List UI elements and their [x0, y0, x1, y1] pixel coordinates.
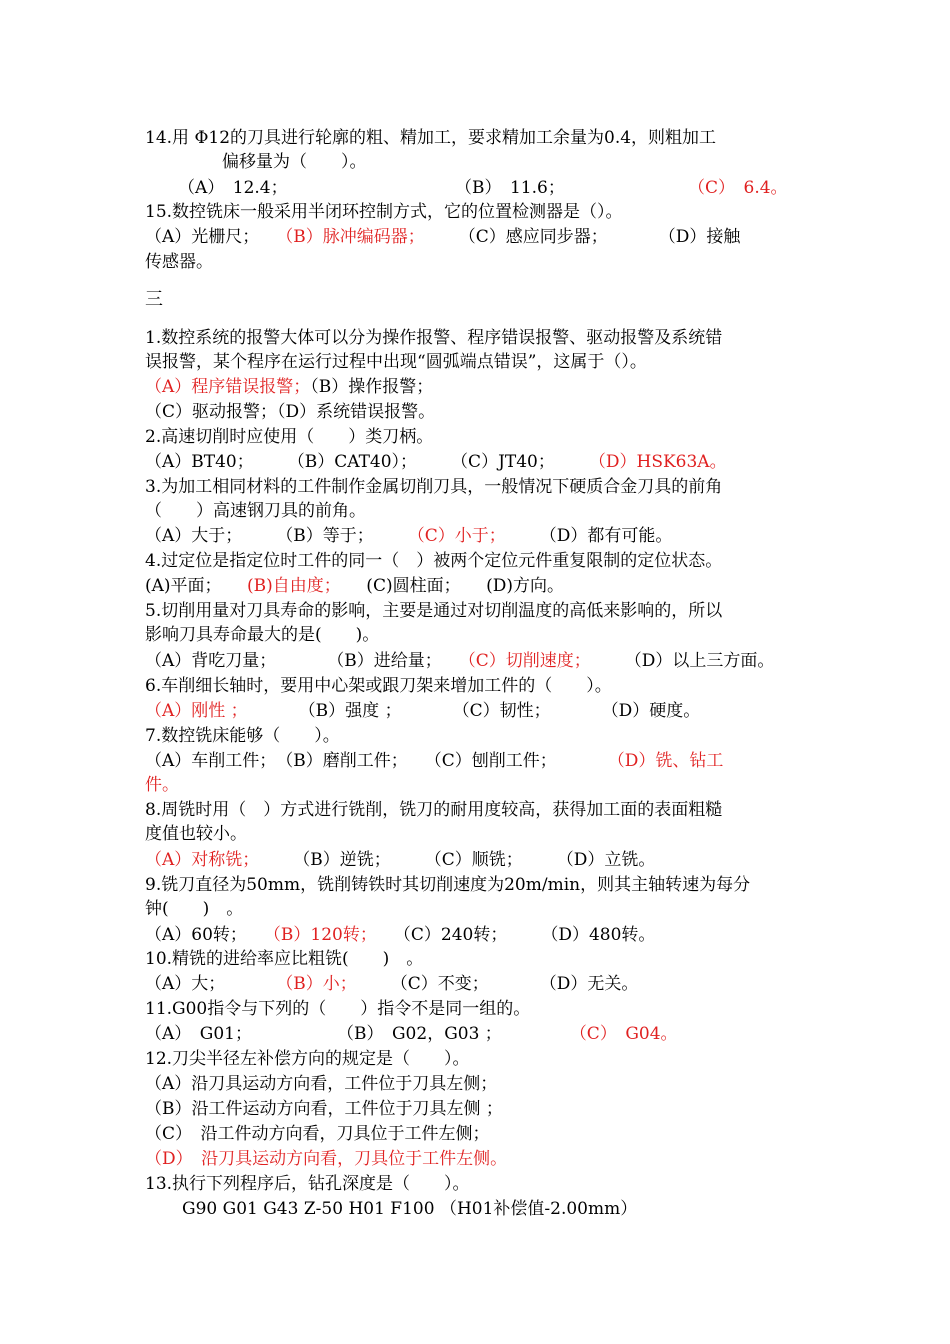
question-text: 10.精铣的进给率应比粗铣( ) 。 [145, 949, 424, 969]
question-text: 钟( ) 。 [145, 899, 244, 919]
text-line-q9-o [145, 923, 655, 947]
answer-text: （C）切削速度； [467, 651, 583, 671]
question-text: （A）车削工件； （B）磨削工件； （C）刨削工件； [145, 751, 617, 771]
question-text: （D）都有可能。 [497, 526, 673, 546]
text-line-q6 [145, 674, 612, 698]
text-line-q11 [145, 997, 530, 1021]
text-line-q12-o1 [145, 1072, 497, 1096]
answer-text: （D）铣、钻工 [616, 751, 724, 771]
text-line-q9-b [145, 897, 243, 921]
text-line-section [145, 288, 163, 312]
question-text: 7.数控铣床能够（ ）。 [145, 726, 340, 746]
text-line-q14-o1 [178, 176, 288, 200]
question-text: （C）感应同步器； （D）接触 [416, 227, 741, 247]
question-text: 8.周铣时用（ ）方式进行铣削，铣刀的耐用度较高，获得加工面的表面粗糙 [145, 800, 723, 820]
question-text: （C）240转； （D）480转。 [368, 925, 656, 945]
text-line-q15-o [145, 225, 740, 249]
question-text: 5.切削用量对刀具寿命的影响，主要是通过对切削温度的高低来影响的，所以 [145, 601, 723, 621]
question-text: （A）背吃刀量； （B）进给量； [145, 651, 468, 671]
text-line-q5-b [145, 623, 379, 647]
text-line-q8-b [145, 822, 247, 846]
question-text: 4.过定位是指定位时工件的同一（ ）被两个定位元件重复限制的定位状态。 [145, 551, 723, 571]
answer-text: （D）HSK63A。 [597, 452, 727, 472]
question-text: （B）逆铣； （C）顺铣； （D）立铣。 [250, 850, 656, 870]
answer-text: (B)自由度； [247, 576, 333, 596]
text-line-q4-o [145, 574, 564, 598]
text-line-q12 [145, 1047, 470, 1071]
text-line-q12-o4 [145, 1147, 507, 1171]
text-line-q15-o2 [145, 250, 213, 274]
question-text: （A）60转； [145, 925, 273, 945]
text-line-q9-a [145, 873, 750, 897]
text-line-q10 [145, 947, 423, 971]
text-line-q14-b [222, 150, 367, 174]
answer-text: （A）刚性 ； [145, 701, 240, 721]
question-text: 度值也较小。 [145, 824, 247, 844]
text-line-q1-a [145, 326, 722, 350]
question-text: （B）操作报警； [310, 377, 434, 397]
answer-text: （C） G04。 [578, 1024, 678, 1044]
question-text: 11.G00指令与下列的（ ）指令不是同一组的。 [145, 999, 531, 1019]
question-text: （A）大； [145, 974, 285, 994]
answer-text: （C） 6.4。 [688, 178, 788, 198]
text-line-q2 [145, 425, 433, 449]
text-line-q3-a [145, 475, 722, 499]
question-text: 传感器。 [145, 252, 213, 272]
question-text: （B）沿工件运动方向看，工件位于刀具左侧 ； [145, 1099, 503, 1119]
question-text: 1.数控系统的报警大体可以分为操作报警、程序错误报警、驱动报警及系统错 [145, 328, 723, 348]
question-text: (A)平面； [145, 576, 248, 596]
question-text: （B）强度 ； （C）韧性； （D）硬度。 [239, 701, 701, 721]
question-text: （D）以上三方面。 [582, 651, 775, 671]
text-line-q10-o [145, 972, 638, 996]
text-line-q2-o [145, 450, 727, 474]
question-text: （A） G01； （B） G02，G03 ； [145, 1024, 579, 1044]
question-text: 9.铣刀直径为50mm，铣削铸铁时其切削速度为20m/min，则其主轴转速为每分 [145, 875, 751, 895]
question-text: 影响刀具寿命最大的是( )。 [145, 625, 380, 645]
question-text: 6.车削细长轴时，要用中心架或跟刀架来增加工件的（ ）。 [145, 676, 612, 696]
text-line-q13 [145, 1172, 470, 1196]
text-line-q13-code [182, 1197, 637, 1221]
question-text: 三 [145, 289, 163, 310]
question-text: 误报警，某个程序在运行过程中出现“圆弧端点错误”，这属于（）。 [145, 352, 647, 372]
text-line-q1-b [145, 350, 647, 374]
answer-text: 件。 [145, 775, 179, 795]
text-line-q7-o2 [145, 773, 179, 797]
question-text: （ ）高速钢刀具的前角。 [145, 501, 366, 521]
text-line-q5-a [145, 599, 722, 623]
answer-text: （B）脉冲编码器； [284, 227, 417, 247]
question-text: （A） 12.4； [178, 178, 288, 198]
question-text: （A）大于； （B）等于； [145, 526, 417, 546]
question-text: 3.为加工相同材料的工件制作金属切削刀具，一般情况下硬质合金刀具的前角 [145, 477, 723, 497]
question-text: （C）不变； （D）无关。 [348, 974, 639, 994]
question-text: 14.用 Φ12的刀具进行轮廓的粗、精加工，要求精加工余量为0.4，则粗加工 [145, 128, 717, 148]
text-line-q3-b [145, 499, 366, 523]
text-line-q8-a [145, 798, 722, 822]
answer-text: （A）对称铣； [145, 850, 251, 870]
text-line-q1-o2 [145, 400, 435, 424]
text-line-q4 [145, 549, 722, 573]
text-line-q7-o [145, 749, 723, 773]
answer-text: （B）小； [284, 974, 349, 994]
answer-text: （B）120转； [272, 925, 369, 945]
answer-text: （D） 沿刀具运动方向看，刀具位于工件左侧。 [145, 1149, 508, 1169]
text-line-q12-o3 [145, 1122, 490, 1146]
question-text: （C） 沿工件动方向看，刀具位于工件左侧； [145, 1124, 490, 1144]
question-text: (C)圆柱面； (D)方向。 [332, 576, 564, 596]
text-line-q15 [145, 200, 623, 224]
answer-text: （A）程序错误报警； [145, 377, 311, 397]
text-line-q14-a [145, 126, 716, 150]
question-text: （B） 11.6； [455, 178, 565, 198]
text-line-q5-o [145, 649, 774, 673]
answer-text: （C）小于； [416, 526, 498, 546]
text-line-q3-o [145, 524, 672, 548]
question-text: G90 G01 G43 Z-50 H01 F100 （H01补偿值-2.00mm） [182, 1199, 638, 1219]
question-text: （C）驱动报警；（D）系统错误报警。 [145, 402, 436, 422]
text-line-q1-o1 [145, 375, 433, 399]
text-line-q6-o [145, 699, 700, 723]
question-text: 2.高速切削时应使用（ ）类刀柄。 [145, 427, 434, 447]
question-text: （A）BT40； （B）CAT40）； （C）JT40； [145, 452, 598, 472]
text-line-q7 [145, 724, 340, 748]
question-text: 偏移量为（ ）。 [222, 152, 367, 172]
question-text: （A）光栅尺； [145, 227, 285, 247]
question-text: 15.数控铣床一般采用半闭环控制方式，它的位置检测器是（）。 [145, 202, 623, 222]
text-line-q12-o2 [145, 1097, 503, 1121]
question-text: （A）沿刀具运动方向看，工件位于刀具左侧； [145, 1074, 498, 1094]
text-line-q8-o [145, 848, 655, 872]
text-line-q14-o2 [455, 176, 565, 200]
question-text: 12.刀尖半径左补偿方向的规定是（ ）。 [145, 1049, 470, 1069]
question-text: 13.执行下列程序后，钻孔深度是（ ）。 [145, 1174, 470, 1194]
text-line-q14-o3 [688, 176, 788, 200]
text-line-q11-o [145, 1022, 678, 1046]
